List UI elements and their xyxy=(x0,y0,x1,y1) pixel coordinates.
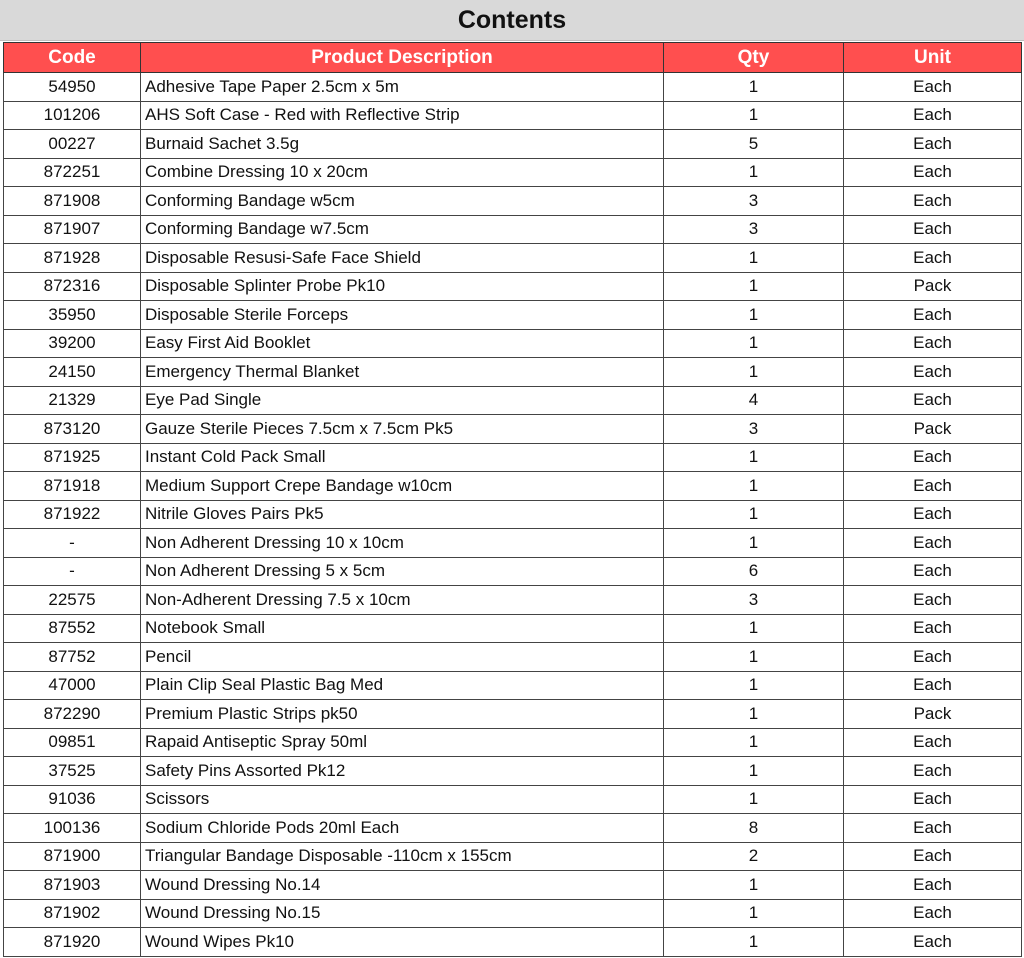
cell-description: AHS Soft Case - Red with Reflective Strip xyxy=(141,101,664,130)
column-header-description: Product Description xyxy=(141,43,664,73)
cell-code: 871928 xyxy=(4,244,141,273)
cell-unit: Each xyxy=(844,757,1022,786)
cell-unit: Each xyxy=(844,529,1022,558)
cell-unit: Each xyxy=(844,899,1022,928)
cell-description: Safety Pins Assorted Pk12 xyxy=(141,757,664,786)
cell-unit: Each xyxy=(844,871,1022,900)
table-row xyxy=(4,301,1022,330)
table-row xyxy=(4,443,1022,472)
cell-qty: 1 xyxy=(664,643,844,672)
cell-description: Conforming Bandage w5cm xyxy=(141,187,664,216)
table-row xyxy=(4,928,1022,957)
cell-code: 21329 xyxy=(4,386,141,415)
table-row xyxy=(4,215,1022,244)
cell-description: Gauze Sterile Pieces 7.5cm x 7.5cm Pk5 xyxy=(141,415,664,444)
cell-code: 871907 xyxy=(4,215,141,244)
cell-unit: Each xyxy=(844,158,1022,187)
table-row xyxy=(4,158,1022,187)
cell-code: 871918 xyxy=(4,472,141,501)
cell-unit: Each xyxy=(844,671,1022,700)
table-row xyxy=(4,244,1022,273)
table-row xyxy=(4,130,1022,159)
cell-description: Easy First Aid Booklet xyxy=(141,329,664,358)
cell-qty: 1 xyxy=(664,73,844,102)
cell-description: Combine Dressing 10 x 20cm xyxy=(141,158,664,187)
cell-unit: Each xyxy=(844,215,1022,244)
table-body xyxy=(4,73,1022,957)
cell-qty: 1 xyxy=(664,671,844,700)
cell-unit: Each xyxy=(844,130,1022,159)
cell-description: Nitrile Gloves Pairs Pk5 xyxy=(141,500,664,529)
cell-unit: Each xyxy=(844,472,1022,501)
cell-unit: Each xyxy=(844,244,1022,273)
column-header-unit: Unit xyxy=(844,43,1022,73)
cell-unit: Each xyxy=(844,557,1022,586)
cell-code: 873120 xyxy=(4,415,141,444)
cell-unit: Each xyxy=(844,329,1022,358)
cell-code: 871922 xyxy=(4,500,141,529)
cell-description: Non Adherent Dressing 10 x 10cm xyxy=(141,529,664,558)
cell-description: Disposable Splinter Probe Pk10 xyxy=(141,272,664,301)
contents-table xyxy=(3,42,1022,957)
cell-description: Instant Cold Pack Small xyxy=(141,443,664,472)
cell-unit: Each xyxy=(844,928,1022,957)
cell-code: 871903 xyxy=(4,871,141,900)
cell-code: 871902 xyxy=(4,899,141,928)
cell-qty: 1 xyxy=(664,443,844,472)
cell-description: Non-Adherent Dressing 7.5 x 10cm xyxy=(141,586,664,615)
cell-unit: Each xyxy=(844,73,1022,102)
cell-qty: 1 xyxy=(664,329,844,358)
cell-description: Scissors xyxy=(141,785,664,814)
cell-qty: 4 xyxy=(664,386,844,415)
column-header-qty: Qty xyxy=(664,43,844,73)
cell-description: Disposable Resusi-Safe Face Shield xyxy=(141,244,664,273)
cell-qty: 1 xyxy=(664,500,844,529)
cell-description: Emergency Thermal Blanket xyxy=(141,358,664,387)
cell-code: 87752 xyxy=(4,643,141,672)
cell-description: Wound Dressing No.15 xyxy=(141,899,664,928)
cell-code: 37525 xyxy=(4,757,141,786)
header-row xyxy=(4,43,1022,73)
cell-code: 871925 xyxy=(4,443,141,472)
cell-unit: Each xyxy=(844,101,1022,130)
cell-unit: Each xyxy=(844,586,1022,615)
cell-code: 872290 xyxy=(4,700,141,729)
cell-qty: 1 xyxy=(664,928,844,957)
table-row xyxy=(4,728,1022,757)
table-row xyxy=(4,500,1022,529)
cell-code: 39200 xyxy=(4,329,141,358)
cell-code: 872251 xyxy=(4,158,141,187)
cell-code: 00227 xyxy=(4,130,141,159)
cell-description: Conforming Bandage w7.5cm xyxy=(141,215,664,244)
table-row xyxy=(4,871,1022,900)
cell-qty: 1 xyxy=(664,301,844,330)
cell-qty: 8 xyxy=(664,814,844,843)
cell-qty: 1 xyxy=(664,358,844,387)
cell-qty: 1 xyxy=(664,529,844,558)
cell-code: 91036 xyxy=(4,785,141,814)
cell-code: 54950 xyxy=(4,73,141,102)
cell-qty: 1 xyxy=(664,272,844,301)
cell-description: Wound Wipes Pk10 xyxy=(141,928,664,957)
table-row xyxy=(4,329,1022,358)
cell-qty: 3 xyxy=(664,215,844,244)
cell-code: 871908 xyxy=(4,187,141,216)
table-row xyxy=(4,358,1022,387)
table-row xyxy=(4,529,1022,558)
cell-qty: 1 xyxy=(664,101,844,130)
table-row xyxy=(4,415,1022,444)
table-row xyxy=(4,814,1022,843)
cell-qty: 1 xyxy=(664,614,844,643)
cell-qty: 1 xyxy=(664,244,844,273)
table-row xyxy=(4,557,1022,586)
cell-code: 35950 xyxy=(4,301,141,330)
cell-code: 100136 xyxy=(4,814,141,843)
cell-qty: 1 xyxy=(664,871,844,900)
cell-unit: Each xyxy=(844,814,1022,843)
cell-description: Burnaid Sachet 3.5g xyxy=(141,130,664,159)
cell-qty: 1 xyxy=(664,472,844,501)
cell-unit: Each xyxy=(844,386,1022,415)
cell-unit: Each xyxy=(844,443,1022,472)
cell-description: Disposable Sterile Forceps xyxy=(141,301,664,330)
cell-unit: Each xyxy=(844,187,1022,216)
title-bar xyxy=(0,0,1024,41)
table-row xyxy=(4,472,1022,501)
cell-qty: 2 xyxy=(664,842,844,871)
cell-unit: Each xyxy=(844,643,1022,672)
table-row xyxy=(4,899,1022,928)
cell-qty: 5 xyxy=(664,130,844,159)
cell-description: Rapaid Antiseptic Spray 50ml xyxy=(141,728,664,757)
cell-qty: 3 xyxy=(664,415,844,444)
cell-description: Adhesive Tape Paper 2.5cm x 5m xyxy=(141,73,664,102)
cell-code: 87552 xyxy=(4,614,141,643)
cell-unit: Each xyxy=(844,728,1022,757)
cell-unit: Each xyxy=(844,358,1022,387)
cell-description: Eye Pad Single xyxy=(141,386,664,415)
table-row xyxy=(4,842,1022,871)
page-title: Contents xyxy=(457,5,567,34)
cell-code: 871920 xyxy=(4,928,141,957)
cell-unit: Each xyxy=(844,842,1022,871)
cell-code: 101206 xyxy=(4,101,141,130)
table-row xyxy=(4,73,1022,102)
cell-qty: 1 xyxy=(664,158,844,187)
cell-description: Notebook Small xyxy=(141,614,664,643)
cell-qty: 6 xyxy=(664,557,844,586)
cell-code: - xyxy=(4,557,141,586)
table-header xyxy=(4,43,1022,73)
cell-qty: 3 xyxy=(664,187,844,216)
cell-description: Non Adherent Dressing 5 x 5cm xyxy=(141,557,664,586)
cell-code: 872316 xyxy=(4,272,141,301)
cell-description: Plain Clip Seal Plastic Bag Med xyxy=(141,671,664,700)
cell-unit: Pack xyxy=(844,700,1022,729)
cell-qty: 3 xyxy=(664,586,844,615)
cell-unit: Each xyxy=(844,500,1022,529)
cell-code: - xyxy=(4,529,141,558)
cell-unit: Each xyxy=(844,614,1022,643)
table-row xyxy=(4,272,1022,301)
table-row xyxy=(4,386,1022,415)
table-row xyxy=(4,671,1022,700)
cell-qty: 1 xyxy=(664,899,844,928)
cell-unit: Each xyxy=(844,301,1022,330)
cell-qty: 1 xyxy=(664,757,844,786)
table-row xyxy=(4,101,1022,130)
cell-code: 24150 xyxy=(4,358,141,387)
cell-unit: Pack xyxy=(844,415,1022,444)
cell-qty: 1 xyxy=(664,728,844,757)
table-row xyxy=(4,586,1022,615)
cell-unit: Each xyxy=(844,785,1022,814)
cell-unit: Pack xyxy=(844,272,1022,301)
cell-code: 47000 xyxy=(4,671,141,700)
cell-description: Pencil xyxy=(141,643,664,672)
cell-qty: 1 xyxy=(664,785,844,814)
cell-description: Premium Plastic Strips pk50 xyxy=(141,700,664,729)
table-row xyxy=(4,614,1022,643)
cell-description: Medium Support Crepe Bandage w10cm xyxy=(141,472,664,501)
cell-qty: 1 xyxy=(664,700,844,729)
cell-description: Sodium Chloride Pods 20ml Each xyxy=(141,814,664,843)
cell-description: Wound Dressing No.14 xyxy=(141,871,664,900)
cell-code: 09851 xyxy=(4,728,141,757)
table-row xyxy=(4,785,1022,814)
table-row xyxy=(4,643,1022,672)
table-row xyxy=(4,757,1022,786)
table-row xyxy=(4,700,1022,729)
cell-code: 871900 xyxy=(4,842,141,871)
column-header-code: Code xyxy=(4,43,141,73)
cell-code: 22575 xyxy=(4,586,141,615)
cell-description: Triangular Bandage Disposable -110cm x 155cm xyxy=(141,842,664,871)
table-row xyxy=(4,187,1022,216)
